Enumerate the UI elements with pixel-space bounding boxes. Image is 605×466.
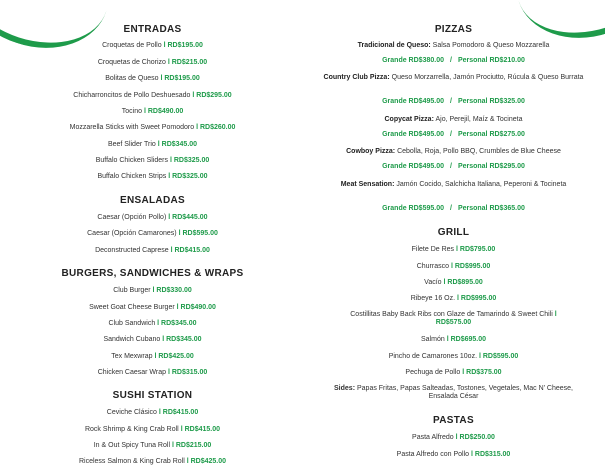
item-name: Caesar (Opción Pollo): [97, 214, 167, 221]
section-title-sushi: SUSHI STATION: [112, 390, 193, 401]
item-price: l RD$795.00: [456, 246, 496, 253]
price-separator: /: [449, 57, 452, 64]
item-price: l RD$325.00: [168, 173, 208, 180]
item-price: l RD$295.00: [192, 92, 232, 99]
pizza-description: [322, 180, 585, 189]
item-name: Club Burger: [113, 287, 151, 294]
burger-item: [0, 303, 305, 312]
item-name: Caesar (Opción Camarones): [87, 230, 177, 237]
price-separator: /: [449, 98, 452, 105]
pizza-price-grande: Grande RD$595.00: [382, 205, 444, 212]
item-name: Rock Shrimp & King Crab Roll: [84, 426, 179, 433]
pasta-item: [302, 433, 605, 442]
grill-sides: Sides: Papas Fritas, Papas Salteadas, Tostones, Vegetales, Mac N' Cheese, Ensalada César: [334, 385, 573, 400]
pizza-prices: [302, 205, 605, 212]
pizza-prices: [302, 163, 605, 170]
grill-item: [302, 294, 605, 303]
pizza-prices: [302, 98, 605, 105]
entrada-item: [0, 107, 305, 116]
pizza-name: Meat Sensation:: [340, 181, 395, 188]
item-name: Filete De Res: [411, 246, 455, 253]
item-price: l RD$995.00: [450, 263, 491, 270]
item-price: l RD$490.00: [143, 108, 184, 115]
sushi-item: [0, 441, 305, 450]
grill-item: [302, 245, 605, 254]
section-title-ensaladas: ENSALADAS: [120, 195, 185, 206]
item-name: Croquetas de Pollo: [102, 42, 162, 49]
item-name: Chicken Caesar Wrap: [97, 369, 167, 376]
item-name: In & Out Spicy Tuna Roll: [93, 442, 170, 449]
burger-item: [0, 335, 305, 344]
item-price: l RD$315.00: [167, 369, 208, 376]
item-name: Salmón: [421, 336, 445, 343]
item-price: l RD$995.00: [457, 295, 497, 302]
pizza-ingredients: Jamón Cocido, Salchicha Italiana, Peperoni & Tocineta: [396, 181, 567, 188]
grill-item: [302, 368, 605, 377]
item-name: Chicharroncitos de Pollo Deshuesado: [73, 92, 191, 99]
pizza-price-personal: Personal RD$210.00: [457, 57, 525, 64]
section-title-pizzas: PIZZAS: [434, 24, 473, 35]
item-price: l RD$415.00: [170, 247, 210, 254]
item-name: Bolitas de Queso: [105, 75, 159, 82]
item-name: Pasta Alfredo: [412, 434, 454, 441]
sushi-item: [0, 425, 305, 434]
item-name: Riceless Salmon & King Crab Roll: [78, 458, 185, 465]
pizza-ingredients: Queso Morzarrella, Jamón Prociutto, Rúcula & Queso Burrata: [391, 74, 584, 81]
pizza-ingredients: Ajo, Perejil, Maíz & Tocineta: [435, 116, 523, 123]
grill-item: [302, 335, 605, 344]
pizza-description: [322, 147, 585, 156]
item-price: l RD$330.00: [152, 287, 192, 294]
item-price: l RD$315.00: [471, 451, 511, 458]
entrada-item: [0, 156, 305, 165]
item-name: Club Sandwich: [108, 320, 156, 327]
burger-item: [0, 368, 305, 377]
pizza-name: Tradicional de Queso:: [357, 42, 431, 49]
entrada-item: [0, 74, 305, 83]
item-price: l RD$375.00: [462, 369, 502, 376]
pizza-price-personal: Personal RD$325.00: [457, 98, 525, 105]
pizza-price-grande: Grande RD$380.00: [382, 57, 444, 64]
pizza-name: Country Club Pizza:: [323, 74, 390, 81]
pizza-description: [322, 115, 585, 124]
item-name: Pasta Alfredo con Pollo: [396, 451, 470, 458]
pizza-name: Copycat Pizza:: [384, 116, 434, 123]
item-name: Churrasco: [416, 263, 450, 270]
grill-item: [302, 262, 605, 271]
item-price: l RD$425.00: [186, 458, 227, 465]
item-price: l RD$345.00: [157, 320, 197, 327]
entrada-item: [0, 140, 305, 149]
item-name: Pincho de Camarones 10oz.: [388, 353, 478, 360]
item-name: Beef Slider Trio: [107, 141, 156, 148]
item-name: Buffalo Chicken Strips: [97, 173, 167, 180]
price-separator: /: [449, 131, 452, 138]
item-price: l RD$695.00: [446, 336, 486, 343]
entrada-item: [0, 41, 305, 50]
price-separator: /: [449, 163, 452, 170]
item-price: l RD$215.00: [167, 59, 208, 66]
item-price: l RD$195.00: [160, 75, 200, 82]
pizza-prices: [302, 57, 605, 64]
section-title-burgers: BURGERS, SANDWICHES & WRAPS: [61, 268, 244, 279]
section-title-pastas: PASTAS: [433, 415, 474, 426]
item-name: Ceviche Clásico: [106, 409, 157, 416]
section-title-grill: GRILL: [437, 227, 470, 238]
item-price: l RD$345.00: [157, 141, 198, 148]
item-name: Mozzarella Sticks with Sweet Pomodoro: [69, 124, 195, 131]
section-title-entradas: ENTRADAS: [123, 24, 182, 35]
pizza-ingredients: Cebolla, Roja, Pollo BBQ, Crumbles de Blue Cheese: [397, 148, 561, 155]
pizza-description: [322, 73, 585, 82]
pizza-price-personal: Personal RD$275.00: [457, 131, 525, 138]
pizza-name: Cowboy Pizza:: [346, 148, 396, 155]
item-price: l RD$490.00: [176, 304, 216, 311]
burger-item: [0, 352, 305, 361]
item-name: Tex Mexwrap: [111, 353, 153, 360]
item-price: l RD$595.00: [178, 230, 218, 237]
entrada-item: [0, 91, 305, 100]
item-price: l RD$895.00: [443, 279, 483, 286]
sushi-item: [0, 408, 305, 417]
grill-item: [302, 278, 605, 287]
item-name: Deconstructed Caprese: [95, 247, 169, 254]
ensalada-item: [0, 213, 305, 222]
pizza-price-personal: Personal RD$365.00: [457, 205, 525, 212]
item-price: l RD$595.00: [478, 353, 519, 360]
item-price: l RD$425.00: [154, 353, 194, 360]
item-name: Tocino: [121, 108, 142, 115]
grill-item-costillitas: Costillitas Baby Back Ribs con Glaze de Tamarindo & Sweet Chili l RD$575.00: [350, 311, 557, 326]
entrada-item: [0, 172, 305, 181]
price-separator: /: [449, 205, 452, 212]
item-price: l RD$325.00: [169, 157, 210, 164]
item-price: l RD$250.00: [455, 434, 495, 441]
item-price: l RD$195.00: [163, 42, 203, 49]
item-name: Ribeye 16 Oz.: [410, 295, 456, 302]
ensalada-item: [0, 229, 305, 238]
item-name: Vacío: [424, 279, 442, 286]
pizza-price-personal: Personal RD$295.00: [457, 163, 525, 170]
pasta-item: [302, 450, 605, 459]
ensalada-item: [0, 246, 305, 255]
burger-item: [0, 319, 305, 328]
item-name: Sandwich Cubano: [103, 336, 161, 343]
item-name: Sweet Goat Cheese Burger: [89, 304, 175, 311]
pizza-price-grande: Grande RD$495.00: [382, 163, 444, 170]
item-price: l RD$345.00: [162, 336, 202, 343]
entrada-item: [0, 58, 305, 67]
entrada-item: [0, 123, 305, 132]
item-price: l RD$445.00: [168, 214, 208, 221]
item-price: l RD$215.00: [171, 442, 212, 449]
grill-item: [302, 352, 605, 361]
pizza-price-grande: Grande RD$495.00: [382, 131, 444, 138]
item-name: Pechuga de Pollo: [405, 369, 461, 376]
item-name: Croquetas de Chorizo: [97, 59, 166, 66]
pizza-price-grande: Grande RD$495.00: [382, 98, 444, 105]
item-price: l RD$415.00: [180, 426, 221, 433]
item-price: l RD$260.00: [196, 124, 236, 131]
item-price: l RD$415.00: [158, 409, 199, 416]
pizza-ingredients: Salsa Pomodoro & Queso Mozzarella: [432, 42, 550, 49]
pizza-description: [322, 41, 585, 50]
pizza-prices: [302, 131, 605, 138]
item-name: Buffalo Chicken Sliders: [95, 157, 168, 164]
burger-item: [0, 286, 305, 295]
